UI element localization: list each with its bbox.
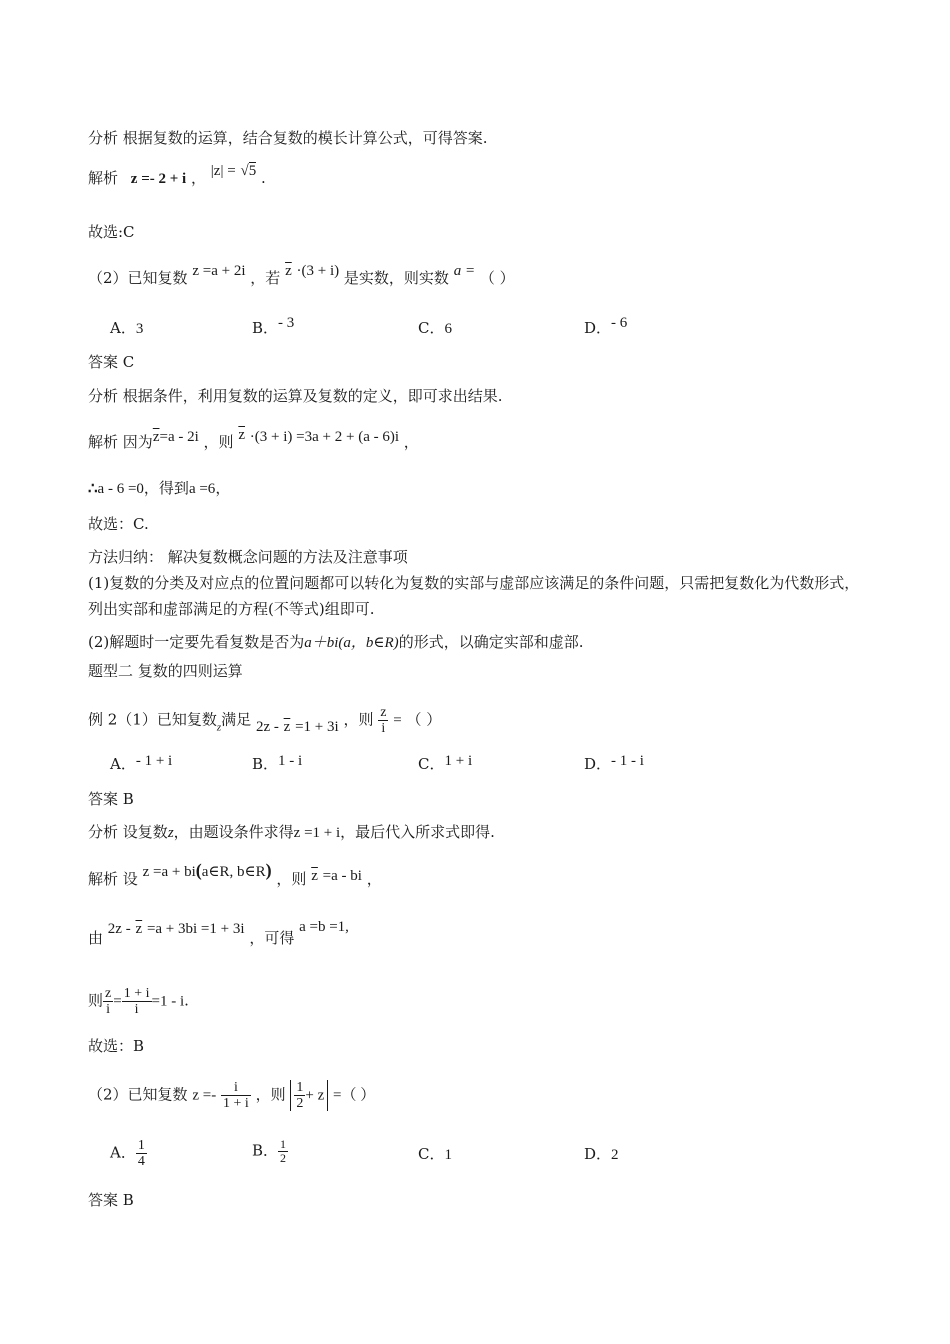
option-fraction [278, 1138, 288, 1165]
z-variable: z [167, 825, 174, 841]
option-label: C． [418, 755, 445, 773]
fraction-numerator: i [221, 1080, 251, 1096]
analysis-text: ，最后代入所求式即得. [340, 823, 495, 841]
separator: ， [215, 479, 231, 497]
fraction-numerator: z [380, 705, 387, 720]
canget-text: ，可得 [249, 929, 295, 947]
then-text: ，则 [255, 1085, 286, 1104]
derivation-line [88, 478, 230, 499]
option-b [252, 315, 295, 339]
choice-line-3 [88, 1036, 144, 1056]
option-label: A． [110, 319, 136, 337]
option-d [584, 315, 628, 339]
equation-1: a - 6 =0 [97, 481, 144, 497]
choice-text: 故选:C [88, 223, 135, 241]
option-a [110, 1138, 147, 1169]
separator: ， [403, 433, 419, 451]
product-expression: ·(3 + i) [296, 263, 340, 279]
option-a [110, 318, 143, 339]
fraction-denominator: 4 [137, 1154, 145, 1169]
z-equation: z =- 2 + i [130, 171, 187, 187]
analysis-text: ，由题设条件求得 [173, 823, 294, 841]
choice-line-2 [88, 514, 149, 534]
option-value: - 6 [611, 315, 628, 331]
derivation-line-3 [88, 986, 189, 1017]
result: =1 - i [151, 993, 185, 1010]
type-2-heading [88, 661, 243, 681]
z-conjugate: $\overline{z}$ [238, 427, 246, 443]
i-over-1-plus-i [221, 1080, 251, 1111]
one-plus-i-over-i [122, 986, 152, 1017]
then-text: ，则 [276, 870, 307, 888]
answer-text: 答案 B [88, 1191, 134, 1209]
option-label: B． [252, 319, 279, 337]
option-label: C． [418, 1145, 445, 1163]
then-text: 则 [88, 991, 104, 1010]
z-variable: z [216, 721, 222, 734]
answer-text: 答案 B [88, 790, 134, 808]
option-b [252, 1138, 288, 1165]
question-prefix: （2）已知复数 [88, 1085, 188, 1104]
separator: ， [366, 870, 382, 888]
method-point-1 [88, 570, 868, 622]
z-conjugate: $\overline{z}$ [283, 718, 291, 735]
fraction-numerator: z [105, 986, 112, 1001]
analysis-line-1 [88, 128, 488, 148]
therefore-symbol: ∴ [88, 479, 98, 497]
z-value: z =1 + i [293, 825, 341, 841]
answer-blank: =（ ） [333, 1087, 376, 1104]
equation-2: a =6 [188, 481, 216, 497]
end-dot: . [184, 991, 189, 1010]
equation-left: 2z - [255, 718, 279, 735]
z-conjugate: $\overline{z}$ [152, 429, 160, 445]
option-b [252, 754, 302, 775]
question-mid-2: 是实数，则实数 [343, 269, 449, 287]
fraction-denominator: 1 + i [222, 1096, 249, 1111]
end-dot: . [260, 169, 266, 187]
option-value: 1 [444, 1147, 452, 1163]
option-value: - 1 - i [611, 753, 644, 769]
equation-right: =1 + 3i [295, 718, 339, 735]
absolute-value [290, 1080, 328, 1111]
derivation-line-2 [88, 919, 349, 949]
option-c [418, 1144, 452, 1165]
fraction-numerator: 1 + i [123, 986, 150, 1001]
plus-z: + z [305, 1087, 325, 1104]
option-value: 1 - i [278, 753, 303, 769]
choice-text: 故选：B [88, 1037, 145, 1055]
set-text: 设 [122, 870, 138, 888]
solution-label: 解析 [88, 169, 119, 187]
option-label: B． [252, 1141, 279, 1160]
answer-line-2 [88, 352, 134, 372]
method-point-2 [88, 632, 583, 653]
answer-blank: （ ） [406, 710, 442, 729]
then-text: ，则 [343, 710, 374, 729]
option-value: 6 [444, 321, 452, 337]
fraction-denominator: i [381, 721, 386, 736]
analysis-label: 分析 [88, 129, 119, 147]
option-c [418, 318, 452, 339]
option-label: A． [110, 1143, 136, 1162]
satisfy-text: 满足 [221, 710, 252, 729]
sqrt-value: 5 [248, 163, 257, 179]
analysis-line-3 [88, 822, 495, 843]
paren-close: ) [265, 860, 272, 880]
option-label: A． [110, 755, 136, 773]
option-value: 2 [611, 1147, 619, 1163]
solution-label: 解析 [88, 870, 119, 888]
get-text: ，得到 [143, 479, 189, 497]
method-heading: 方法归纳： 解决复数概念问题的方法及注意事项 [88, 548, 408, 566]
fraction-numerator: 1 [137, 1138, 145, 1153]
one-half [294, 1080, 305, 1111]
z-over-i [378, 705, 388, 736]
a-equals: a = [453, 263, 476, 279]
analysis-text: 根据条件，利用复数的运算及复数的定义，即可求出结果. [122, 387, 503, 405]
paren-open: ( [195, 860, 202, 880]
option-value: - 3 [278, 315, 295, 331]
method-text-2c: 的形式，以确定实部和虚部. [398, 633, 584, 651]
analysis-label: 分析 [88, 387, 119, 405]
modulus-expression: |z| = [210, 163, 236, 179]
question-mid: ，若 [250, 269, 281, 287]
method-text-1: (1)复数的分类及对应点的位置问题都可以转化为复数的实部与虚部应该满足的条件问题，只需把复数化为代数形式，列出实部和虚部满足的方程(不等式)组即可. [88, 574, 860, 618]
question-22-stem [88, 1080, 375, 1111]
choice-text: 故选：C. [88, 515, 149, 533]
method-text-2a: (2)解题时一定要先看复数是否为 [88, 633, 305, 651]
option-value: 1 + i [444, 753, 473, 769]
option-label: D． [584, 319, 612, 337]
example-2-stem [88, 705, 441, 738]
z-conjugate-value: =a - bi [322, 868, 362, 884]
answer-line-4 [88, 1190, 134, 1210]
condition: a∈R, b∈R [201, 864, 266, 880]
option-a [110, 754, 172, 775]
product-result: ·(3 + i) =3a + 2 + (a - 6)i [249, 429, 400, 445]
z-equation: z =- [192, 1087, 217, 1104]
z-over-i [103, 986, 113, 1017]
option-c [418, 754, 472, 775]
analysis-text: 根据复数的运算，结合复数的模长计算公式，可得答案. [122, 129, 488, 147]
option-value: 3 [135, 321, 144, 337]
z-conjugate-value: =a - 2i [159, 429, 199, 445]
from-text: 由 [88, 929, 104, 947]
choice-line-1 [88, 222, 135, 242]
solution-label: 解析 [88, 433, 119, 451]
method-form: a＋bi(a，b∈R) [304, 635, 399, 651]
equals-sign: = [113, 993, 122, 1010]
question-prefix: （2）已知复数 [88, 269, 188, 287]
option-label: D． [584, 1145, 612, 1163]
z-definition: z =a + 2i [192, 263, 246, 279]
option-d [584, 1144, 619, 1165]
z-form: z =a + bi [142, 864, 196, 880]
result-equation: a =b =1, [299, 919, 349, 935]
sqrt-symbol: √ [240, 163, 249, 179]
fraction-denominator: i [106, 1002, 111, 1017]
analysis-text: 设复数 [122, 823, 168, 841]
fraction-denominator: i [134, 1002, 139, 1017]
section-heading: 题型二 复数的四则运算 [88, 662, 243, 680]
equation-right: =a + 3bi =1 + 3i [146, 921, 245, 937]
option-d [584, 754, 644, 775]
option-label: B． [252, 755, 279, 773]
answer-text: 答案 C [88, 353, 135, 371]
solution-line-2 [88, 427, 419, 453]
question-2-stem [88, 263, 515, 289]
fraction-numerator: 1 [280, 1137, 287, 1151]
fraction-numerator: 1 [296, 1080, 304, 1095]
option-label: D． [584, 755, 612, 773]
solution-line-3 [88, 860, 382, 890]
analysis-line-2 [88, 386, 503, 406]
z-conjugate: $\overline{z}$ [285, 263, 292, 279]
answer-line-3 [88, 789, 134, 809]
fraction-denominator: 2 [296, 1096, 304, 1111]
method-title [88, 547, 408, 567]
equation-left: 2z - [107, 921, 131, 937]
z-conjugate: $\overline{z}$ [135, 921, 143, 937]
analysis-label: 分析 [88, 823, 119, 841]
because-text: 因为 [122, 433, 153, 451]
equals-sign: = [393, 712, 402, 729]
separator: ， [191, 169, 207, 187]
solution-line-1 [88, 163, 266, 189]
answer-blank: （ ） [479, 269, 515, 287]
option-label: C． [418, 319, 445, 337]
z-conjugate: $\overline{z}$ [311, 868, 318, 884]
option-value: - 1 + i [135, 753, 173, 769]
question-prefix: 例 2（1）已知复数 [88, 710, 217, 729]
fraction-denominator: 2 [280, 1151, 287, 1165]
option-fraction [136, 1138, 147, 1169]
then-text: ，则 [203, 433, 234, 451]
